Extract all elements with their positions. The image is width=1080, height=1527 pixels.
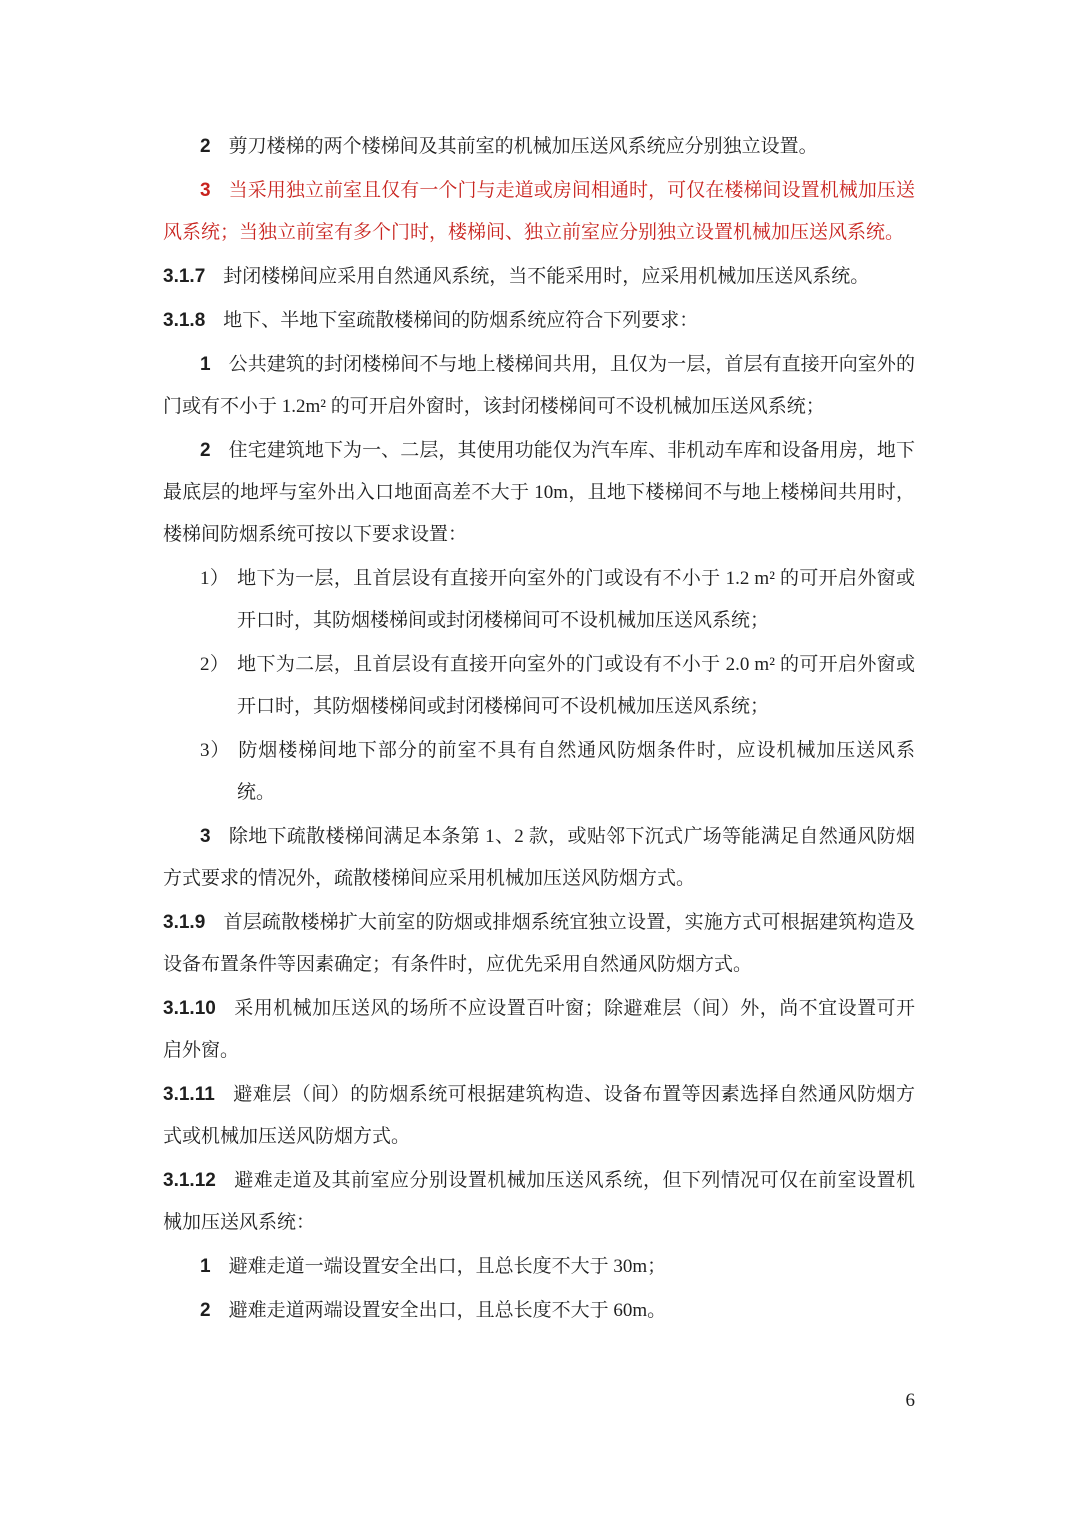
paragraph: [163, 730, 915, 814]
paragraph-text: 除地下疏散楼梯间满足本条第 1、2 款，或贴邻下沉式广场等能满足自然通风防烟方式要求的情况外，疏散楼梯间应采用机械加压送风防烟方式。: [163, 826, 915, 889]
paragraph-number: 3: [200, 826, 211, 847]
paragraph-number: 2: [200, 136, 211, 157]
paragraph-number: 3.1.12: [163, 1170, 216, 1191]
paragraph: [163, 300, 915, 342]
document-content: [163, 126, 915, 1334]
paragraph: [163, 902, 915, 986]
paragraph-text: 避难走道一端设置安全出口，且总长度不大于 30m；: [228, 1256, 667, 1277]
paragraph: [163, 344, 915, 428]
paragraph-text: 公共建筑的封闭楼梯间不与地上楼梯间共用，且仅为一层，首层有直接开向室外的门或有不小于 1.2m² 的可开启外窗时，该封闭楼梯间可不设机械加压送风系统；: [163, 354, 915, 417]
paragraph: [163, 1246, 915, 1288]
paragraph-text: 避难走道两端设置安全出口，且总长度不大于 60m。: [228, 1300, 667, 1321]
paragraph-text: 当采用独立前室且仅有一个门与走道或房间相通时，可仅在楼梯间设置机械加压送风系统；当独立前室有多个门时，楼梯间、独立前室应分别独立设置机械加压送风系统。: [163, 180, 915, 243]
paragraph: [163, 126, 915, 168]
paragraph-number: 3.1.7: [163, 266, 206, 287]
paragraph-text: 地下、半地下室疏散楼梯间的防烟系统应符合下列要求：: [223, 310, 699, 331]
paragraph-number: 3.1.11: [163, 1084, 215, 1105]
paragraph-number: 1）: [200, 568, 230, 589]
page-number: 6: [905, 1390, 915, 1411]
paragraph-number: 1: [200, 354, 211, 375]
paragraph-text: 住宅建筑地下为一、二层，其使用功能仅为汽车库、非机动车库和设备用房，地下最底层的地坪与室外出入口地面高差不大于 10m，且地下楼梯间不与地上楼梯间共用时，楼梯间防烟系统可按以下要求设置：: [163, 440, 915, 545]
paragraph: [163, 1074, 915, 1158]
paragraph-text: 封闭楼梯间应采用自然通风系统，当不能采用时，应采用机械加压送风系统。: [223, 266, 870, 287]
paragraph: [163, 256, 915, 298]
paragraph-text: 地下为二层，且首层设有直接开向室外的门或设有不小于 2.0 m² 的可开启外窗或开口时，其防烟楼梯间或封闭楼梯间可不设机械加压送风系统；: [237, 654, 915, 717]
paragraph-text: 地下为一层，且首层设有直接开向室外的门或设有不小于 1.2 m² 的可开启外窗或开口时，其防烟楼梯间或封闭楼梯间可不设机械加压送风系统；: [237, 568, 915, 631]
paragraph-text: 防烟楼梯间地下部分的前室不具有自然通风防烟条件时，应设机械加压送风系统。: [237, 740, 915, 803]
paragraph-text: 剪刀楼梯的两个楼梯间及其前室的机械加压送风系统应分别独立设置。: [228, 136, 818, 157]
paragraph-number: 3）: [200, 740, 231, 761]
paragraph: [163, 644, 915, 728]
paragraph: [163, 170, 915, 254]
paragraph-text: 避难走道及其前室应分别设置机械加压送风系统，但下列情况可仅在前室设置机械加压送风系统：: [163, 1170, 915, 1233]
paragraph-number: 3.1.9: [163, 912, 206, 933]
paragraph-text: 首层疏散楼梯扩大前室的防烟或排烟系统宜独立设置，实施方式可根据建筑构造及设备布置条件等因素确定；有条件时，应优先采用自然通风防烟方式。: [163, 912, 915, 975]
paragraph: [163, 558, 915, 642]
paragraph-number: 2: [200, 440, 211, 461]
paragraph: [163, 988, 915, 1072]
paragraph: [163, 430, 915, 556]
paragraph-number: 1: [200, 1256, 211, 1277]
paragraph-text: 采用机械加压送风的场所不应设置百叶窗；除避难层（间）外，尚不宜设置可开启外窗。: [163, 998, 915, 1061]
paragraph: [163, 816, 915, 900]
paragraph-number: 3.1.8: [163, 310, 206, 331]
paragraph-number: 2）: [200, 654, 230, 675]
paragraph-number: 3: [200, 180, 211, 201]
paragraph-text: 避难层（间）的防烟系统可根据建筑构造、设备布置等因素选择自然通风防烟方式或机械加压送风防烟方式。: [163, 1084, 915, 1147]
paragraph: [163, 1160, 915, 1244]
paragraph-number: 2: [200, 1300, 211, 1321]
paragraph: [163, 1290, 915, 1332]
paragraph-number: 3.1.10: [163, 998, 216, 1019]
